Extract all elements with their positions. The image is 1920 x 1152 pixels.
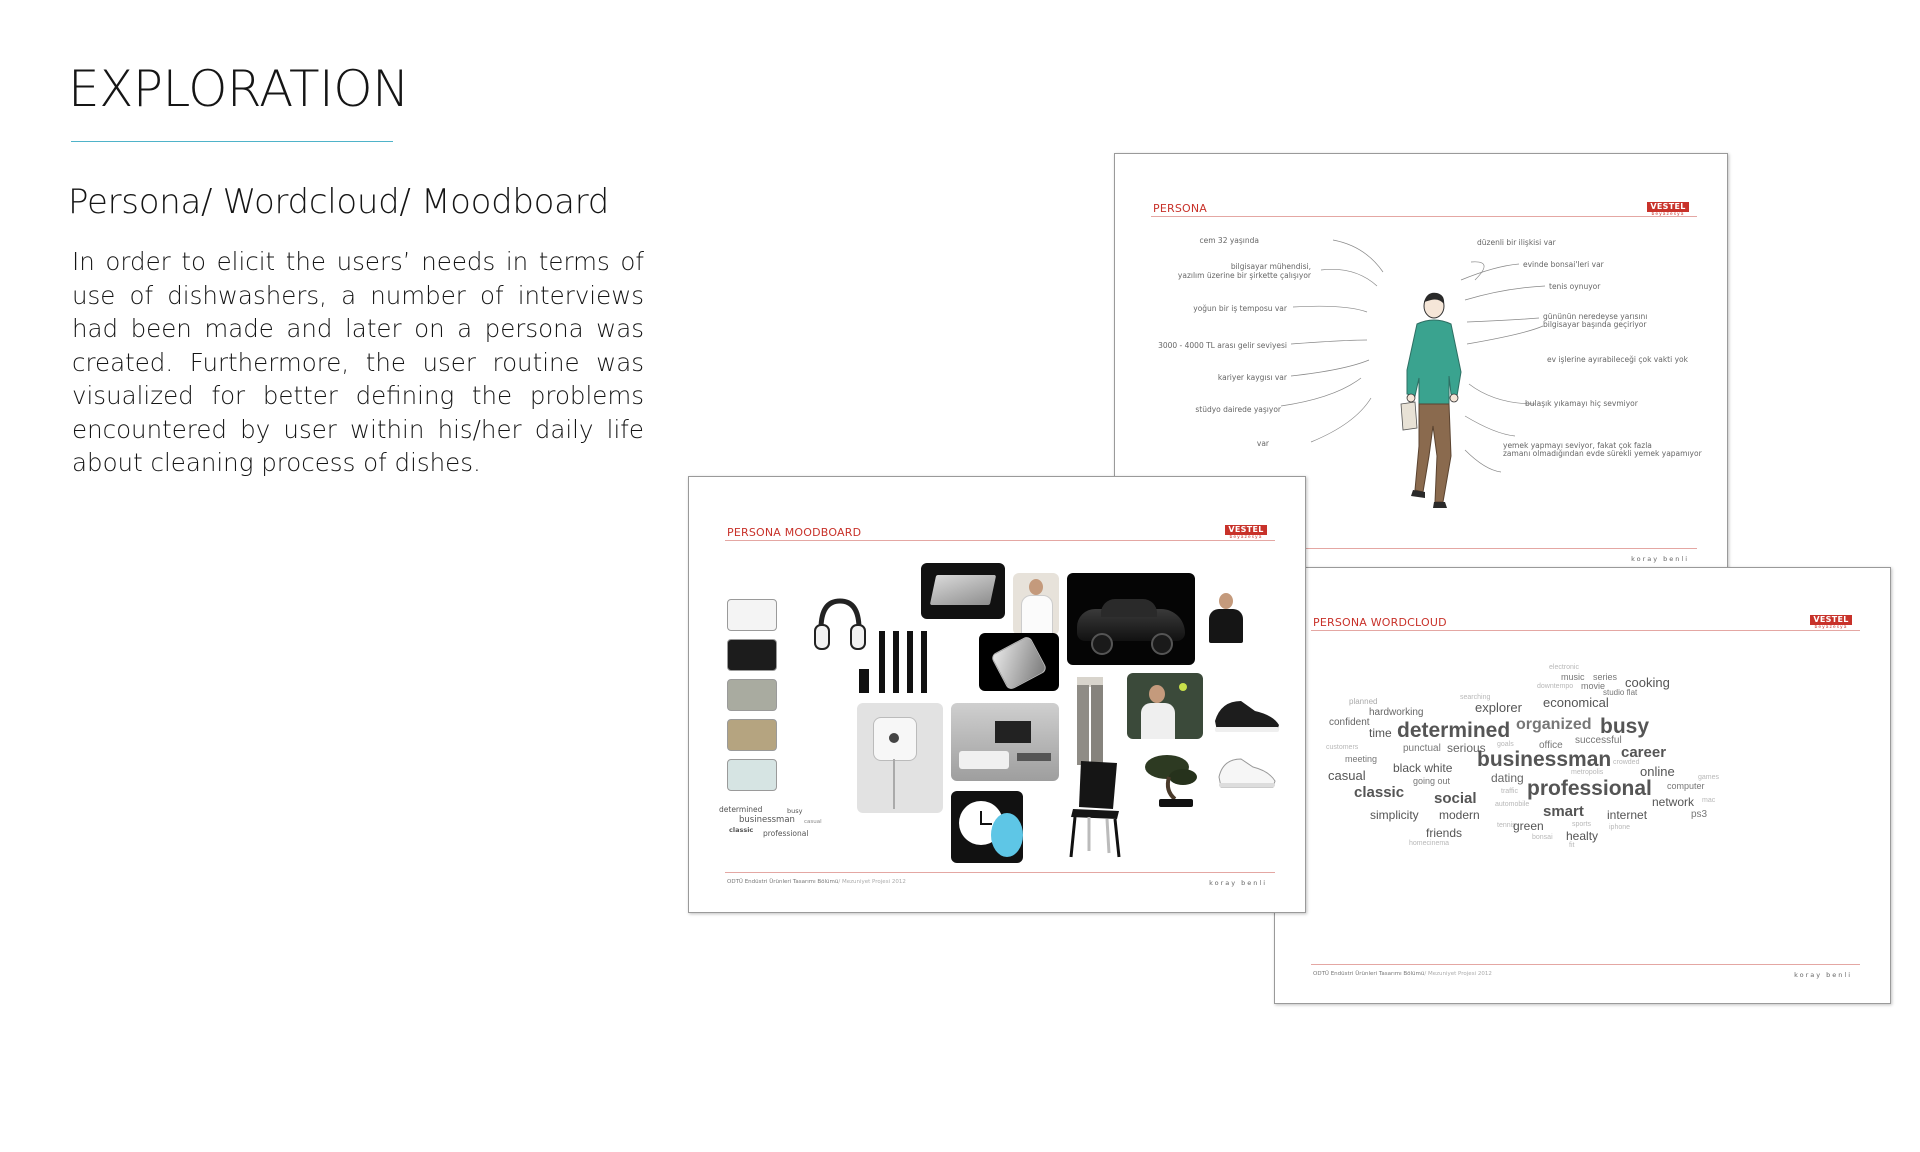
wordcloud-slide — [1274, 567, 1891, 1004]
wordcloud-word: black white — [1393, 761, 1453, 775]
wall-cd-player-image — [857, 703, 943, 813]
wordcloud-word: organized — [1516, 716, 1592, 733]
black-car-image — [1067, 573, 1195, 665]
clock-image — [951, 791, 1023, 863]
persona-label: yoğun bir iş temposu var — [1193, 304, 1287, 313]
wordcloud-word: busy — [1600, 715, 1650, 738]
chair-image — [1059, 755, 1129, 861]
wordcloud-word: computer — [1667, 781, 1705, 791]
tennis-player-image — [1127, 673, 1203, 739]
title-underline — [71, 141, 393, 142]
wordcloud-word: determined — [1397, 719, 1511, 742]
footer-department: ODTÜ Endüstri Ürünleri Tasarımı Bölümü/ Mezuniyet Projesi 2012 — [1313, 971, 1492, 977]
wordcloud-word: mac — [1702, 797, 1716, 804]
slide-divider-bottom — [1311, 964, 1860, 965]
man-white-shirt-image — [1013, 573, 1059, 635]
wordcloud-word: economical — [1543, 695, 1609, 710]
moodboard-word: determined — [719, 805, 763, 814]
wordcloud-word: automobile — [1495, 801, 1530, 808]
color-swatch-black — [727, 639, 777, 671]
moodboard-word: casual — [804, 819, 822, 825]
persona-label: tenis oynuyor — [1549, 282, 1601, 291]
phone-image — [979, 633, 1059, 691]
wordcloud-word: time — [1369, 726, 1392, 740]
footer-author: koray benli — [1794, 971, 1852, 979]
persona-label: zamanı olmadığından evde sürekli yemek yapamıyor — [1503, 449, 1702, 458]
wordcloud-word: bonsai — [1532, 834, 1553, 841]
vestel-logo: VESTEL beyazesya — [1810, 615, 1852, 631]
persona-label: cem 32 yaşında — [1199, 236, 1259, 245]
section-heading: Persona/ Wordcloud/ Moodboard — [68, 182, 610, 222]
wordcloud-word: traffic — [1501, 788, 1518, 795]
wordcloud-word: smart — [1543, 803, 1584, 820]
persona-label: stüdyo dairede yaşıyor — [1195, 405, 1281, 414]
wordcloud-word: metropolis — [1571, 769, 1604, 776]
sneaker-black-image — [1211, 687, 1283, 737]
vestel-logo: VESTEL beyazesya — [1647, 202, 1689, 218]
color-swatch-mint — [727, 759, 777, 791]
wordcloud-word: confident — [1329, 717, 1370, 728]
wordcloud-word: games — [1698, 774, 1720, 781]
wordcloud-word: meeting — [1345, 754, 1378, 764]
wordcloud-word: explorer — [1475, 700, 1522, 715]
wordcloud-word: punctual — [1403, 743, 1441, 754]
wordcloud-word: online — [1640, 764, 1675, 779]
wordcloud-word: series — [1593, 672, 1618, 682]
wordcloud-word: casual — [1328, 768, 1366, 783]
wordcloud-word: dating — [1491, 771, 1524, 785]
persona-label: bilgisayar mühendisi, — [1230, 262, 1311, 271]
living-room-image — [951, 703, 1059, 781]
slide-divider-top — [725, 540, 1275, 541]
persona-label: 3000 - 4000 TL arası gelir seviyesi — [1158, 341, 1287, 350]
moodboard-slide — [688, 476, 1306, 913]
speakers-image — [857, 625, 933, 697]
wordcloud-word: electronic — [1549, 664, 1579, 671]
slide-title: PERSONA MOODBOARD — [727, 526, 862, 539]
wordcloud-word: social — [1434, 790, 1477, 807]
wordcloud-word: goals — [1497, 741, 1514, 748]
persona-label: evinde bonsai'leri var — [1523, 260, 1604, 269]
wordcloud-word: movie — [1581, 681, 1606, 691]
color-swatch-beige — [727, 719, 777, 751]
laptop-image — [921, 563, 1005, 619]
slide-divider-bottom — [725, 872, 1275, 873]
wordcloud-word: career — [1621, 744, 1667, 761]
wordcloud-word: homecinema — [1409, 840, 1450, 847]
wordcloud-word: modern — [1439, 808, 1480, 822]
color-swatch-grey — [727, 679, 777, 711]
wordcloud-word: going out — [1413, 776, 1451, 786]
persona-label: yazılım üzerine bir şirkette çalışıyor — [1177, 271, 1311, 280]
wordcloud-word: successful — [1575, 735, 1622, 746]
footer-department: ODTÜ Endüstri Ürünleri Tasarımı Bölümü/ Mezuniyet Projesi 2012 — [727, 879, 906, 885]
wordcloud-word: fit — [1569, 842, 1575, 849]
persona-label: kariyer kaygısı var — [1217, 373, 1287, 382]
wordcloud-word: planned — [1349, 697, 1378, 706]
wordcloud-word: network — [1652, 795, 1695, 809]
wordcloud-word: hardworking — [1369, 707, 1424, 718]
persona-label: düzenli bir ilişkisi var — [1477, 238, 1556, 247]
wordcloud-word: green — [1513, 819, 1544, 833]
wordcloud-word: internet — [1607, 808, 1648, 822]
persona-label: gününün neredeyse yarısını — [1543, 312, 1648, 321]
wordcloud-word: healty — [1566, 829, 1599, 843]
vestel-logo: VESTEL beyazesya — [1225, 525, 1267, 541]
moodboard-word: businessman — [739, 815, 795, 825]
moodboard-word: professional — [763, 829, 809, 838]
wordcloud-word: music — [1561, 672, 1585, 682]
wordcloud-word: businessman — [1477, 748, 1612, 771]
wordcloud-word: searching — [1460, 694, 1491, 701]
wordcloud-word: friends — [1426, 826, 1463, 840]
wordcloud-word: classic — [1354, 784, 1405, 801]
wordcloud-word: sports — [1572, 821, 1592, 828]
persona-label: bilgisayar başında geçiriyor — [1543, 320, 1647, 329]
persona-label: ev işlerine ayırabileceği çok vakti yok — [1547, 355, 1688, 364]
moodboard-word: classic — [729, 826, 754, 834]
sneaker-white-image — [1215, 747, 1279, 793]
wordcloud-word: tennis — [1497, 822, 1516, 829]
wordcloud-word: office — [1539, 740, 1563, 751]
man-polo-image — [1203, 589, 1249, 655]
persona-label: yemek yapmayı seviyor, fakat çok fazla — [1503, 441, 1652, 450]
bonsai-image — [1137, 747, 1207, 817]
footer-author: koray benli — [1631, 555, 1689, 563]
wordcloud-word: studio flat — [1603, 688, 1638, 697]
wordcloud — [1275, 568, 1890, 1003]
color-swatch-white — [727, 599, 777, 631]
page-title: EXPLORATION — [68, 60, 410, 118]
wordcloud-word: iphone — [1609, 824, 1631, 831]
persona-label: var — [1256, 439, 1269, 448]
wordcloud-word: downtempo — [1537, 683, 1574, 690]
persona-label: bulaşık yıkamayı hiç sevmiyor — [1525, 399, 1638, 408]
wordcloud-word: cooking — [1625, 675, 1670, 690]
footer-author: koray benli — [1209, 879, 1267, 887]
moodboard-word: busy — [787, 807, 803, 815]
body-paragraph: In order to elicit the users’ needs in terms of use of dishwashers, a number of interviews had been made and later on a persona was created. Furthermore, the user routine was visualized for better defining the problems encountered by user within his/her daily life about cleaning process of dishes. — [72, 247, 644, 477]
wordcloud-word: simplicity — [1370, 808, 1419, 822]
slide-title: PERSONA WORDCLOUD — [1313, 616, 1447, 629]
wordcloud-word: ps3 — [1691, 809, 1708, 820]
wordcloud-word: crowded — [1613, 759, 1640, 766]
wordcloud-word: professional — [1527, 777, 1652, 800]
wordcloud-word: serious — [1447, 741, 1486, 755]
wordcloud-word: customers — [1326, 744, 1359, 751]
slide-title: PERSONA — [1153, 202, 1208, 215]
